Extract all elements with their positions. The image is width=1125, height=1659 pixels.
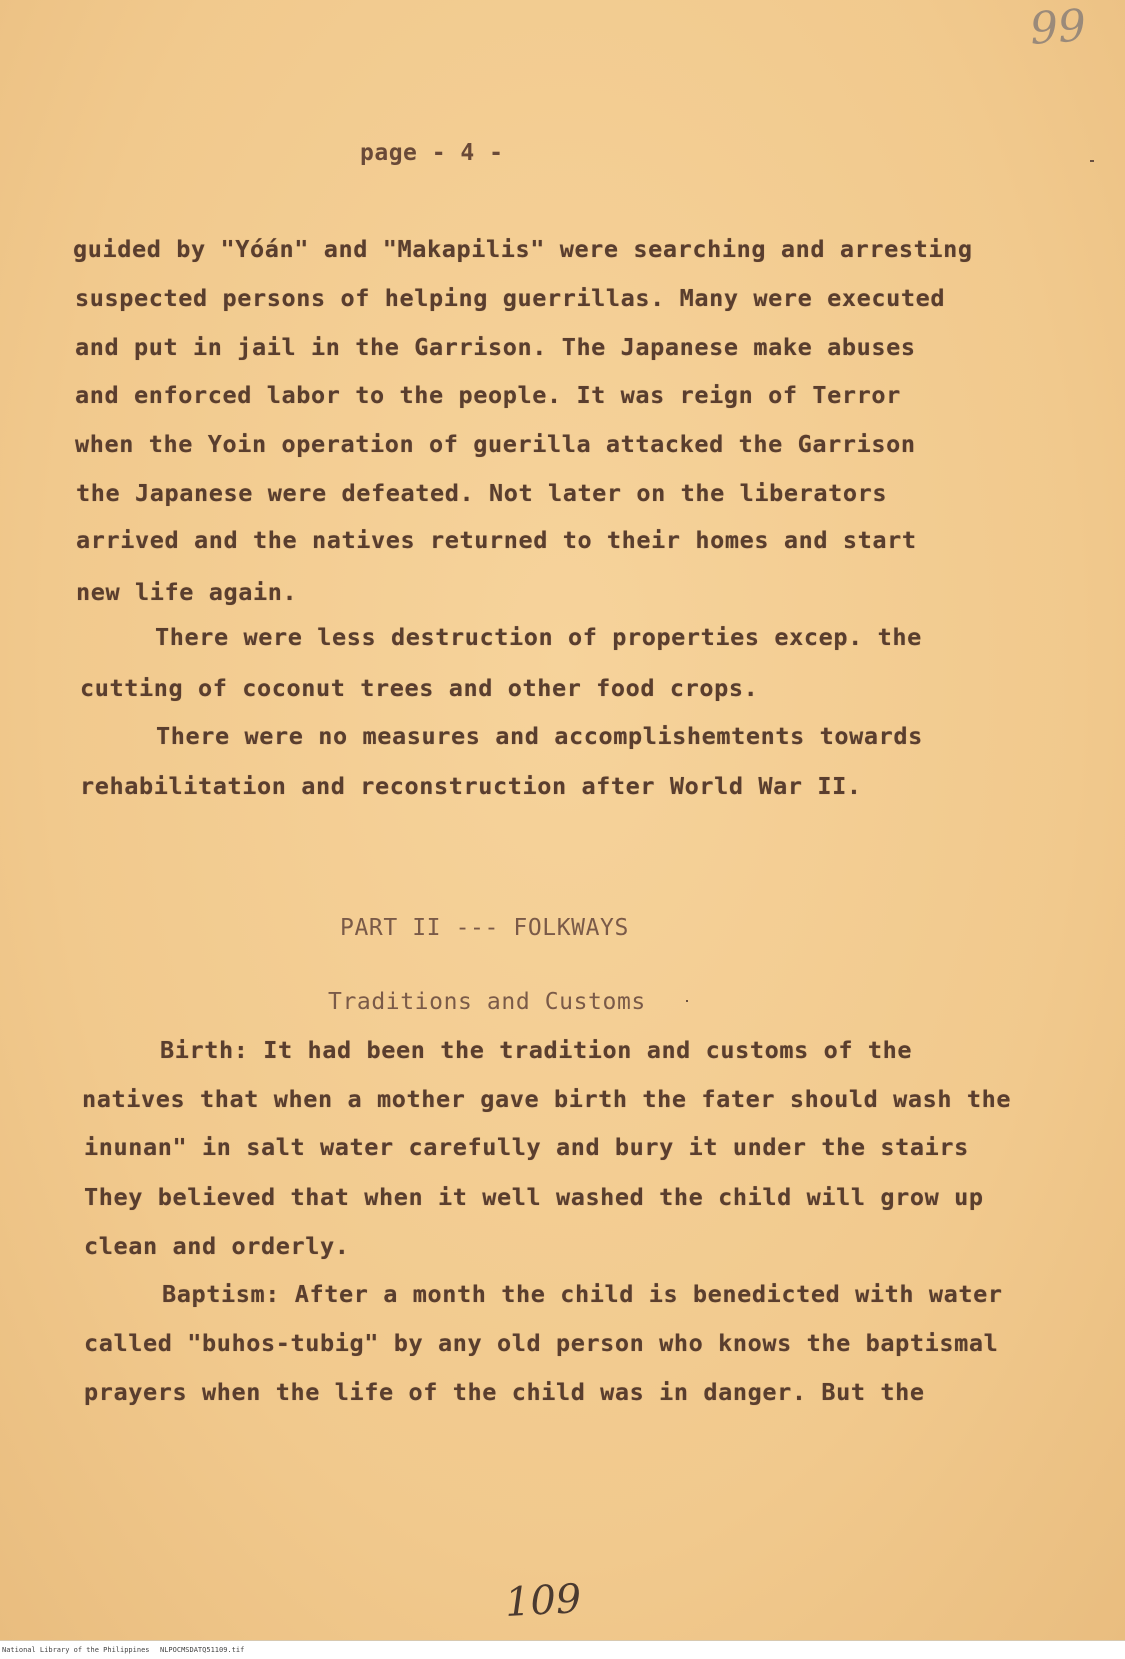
- paragraph1-line: suspected persons of helping guerrillas. Many were executed: [75, 284, 946, 312]
- paragraph3-line: There were no measures and accomplishemtents towards: [156, 722, 923, 750]
- part-heading: PART II --- FOLKWAYS: [340, 915, 629, 941]
- footer-institution: National Library of the Philippines: [2, 1646, 150, 1654]
- baptism-line: called "buhos-tubig" by any old person who knows the baptismal: [84, 1329, 999, 1357]
- baptism-line: Baptism: After a month the child is benedicted with water: [162, 1280, 1003, 1308]
- section-heading: Traditions and Customs: [328, 989, 646, 1015]
- paragraph1-line: the Japanese were defeated. Not later on the liberators: [76, 479, 888, 507]
- birth-line: clean and orderly.: [84, 1232, 350, 1260]
- birth-line: natives that when a mother gave birth the fater should wash the: [82, 1085, 1012, 1113]
- paragraph1-line: guided by "Yóán" and "Makapilis" were searching and arresting: [73, 235, 973, 263]
- paragraph1-line: arrived and the natives returned to their homes and start: [76, 526, 917, 554]
- paragraph2-line: cutting of coconut trees and other food crops.: [80, 674, 759, 702]
- paragraph1-line: and enforced labor to the people. It was reign of Terror: [75, 381, 901, 409]
- paragraph1-line: new life again.: [76, 578, 298, 606]
- paragraph1-line: and put in jail in the Garrison. The Japanese make abuses: [75, 333, 916, 361]
- birth-line: inunan" in salt water carefully and bury it under the stairs: [84, 1133, 969, 1161]
- paper-speck: [1090, 160, 1094, 162]
- footer-filename: NLPOCMSDATQ51109.tif: [160, 1646, 245, 1654]
- handwritten-page-number: 109: [503, 1576, 583, 1626]
- paragraph3-line: rehabilitation and reconstruction after World War II.: [80, 772, 862, 800]
- paragraph1-line: when the Yoin operation of guerilla attacked the Garrison: [75, 430, 916, 458]
- page-header: page - 4 -: [360, 140, 504, 166]
- paper-speck: [686, 1000, 688, 1002]
- paragraph2-line: There were less destruction of properties excep. the: [155, 623, 922, 651]
- archive-number: 99: [1028, 0, 1088, 55]
- baptism-line: prayers when the life of the child was in danger. But the: [84, 1378, 925, 1406]
- birth-line: They believed that when it well washed the child will grow up: [84, 1183, 984, 1211]
- birth-line: Birth: It had been the tradition and customs of the: [160, 1036, 913, 1064]
